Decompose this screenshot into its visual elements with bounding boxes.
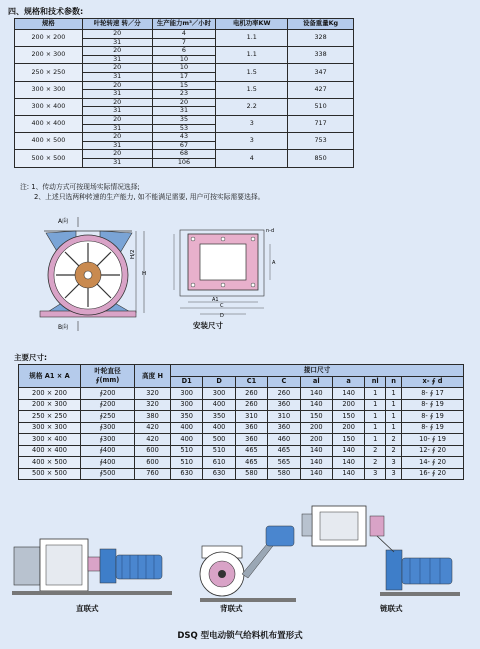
dims-subheader-cell: D1 — [171, 376, 203, 388]
dims-cell: 140 — [300, 468, 332, 480]
dims-row — [19, 411, 464, 423]
dims-cell: ∮200 — [81, 388, 135, 400]
dims-subheader-cell: al — [300, 376, 332, 388]
note-1: 注: 1、传动方式可按现场实际情况选择; — [20, 183, 140, 191]
spec-size-cell: 300 × 300 — [15, 81, 83, 98]
dims-cell: 420 — [135, 434, 171, 446]
dims-spec-cell: 200 × 200 — [19, 388, 81, 400]
spec-header-speed: 叶轮转速 转／分 — [82, 19, 152, 30]
spec-speed-cell: 31 — [82, 90, 152, 99]
caption-back: 背联式 — [220, 604, 243, 613]
dims-cell: 140 — [300, 457, 332, 469]
caption-chain: 链联式 — [380, 604, 403, 613]
dims-row — [19, 434, 464, 446]
dims-cell: 420 — [135, 422, 171, 434]
dims-cell: 630 — [171, 468, 203, 480]
dims-cell: ∮500 — [81, 468, 135, 480]
dims-cell: ∮300 — [81, 422, 135, 434]
spec-weight-cell: 328 — [288, 30, 354, 47]
dims-cell: 2 — [365, 445, 386, 457]
dims-row — [19, 468, 464, 480]
dims-spec-cell: 250 × 250 — [19, 411, 81, 423]
spec-capacity-cell: 31 — [152, 107, 216, 116]
dims-cell: 630 — [203, 468, 235, 480]
dims-section-title: 主要尺寸: — [14, 353, 47, 362]
dim-d-label: D — [220, 313, 224, 318]
dims-cell: 510 — [171, 445, 203, 457]
spec-weight-cell: 338 — [288, 47, 354, 64]
dim-a1-label: A1 — [212, 297, 219, 303]
dims-cell: 200 — [300, 422, 332, 434]
dims-cell: 140 — [300, 399, 332, 411]
spec-size-cell: 200 × 200 — [15, 30, 83, 47]
spec-speed-cell: 20 — [82, 98, 152, 107]
dims-cell: 360 — [235, 434, 267, 446]
dims-cell: ∮400 — [81, 445, 135, 457]
dims-cell: 14- ∮ 20 — [402, 457, 464, 469]
dims-cell: 465 — [235, 445, 267, 457]
spec-weight-cell: 427 — [288, 81, 354, 98]
dims-cell: 350 — [171, 411, 203, 423]
install-dimension-drawing — [170, 222, 290, 318]
dims-subheader-cell: n — [386, 376, 402, 388]
dims-cell: 200 — [300, 434, 332, 446]
dims-cell: 510 — [203, 445, 235, 457]
dims-row — [19, 388, 464, 400]
spec-capacity-cell: 35 — [152, 115, 216, 124]
dims-cell: 600 — [135, 445, 171, 457]
dims-cell: ∮250 — [81, 411, 135, 423]
dims-cell: 300 — [203, 388, 235, 400]
spec-capacity-cell: 20 — [152, 98, 216, 107]
spec-capacity-cell: 7 — [152, 38, 216, 47]
dims-cell: 200 — [332, 399, 364, 411]
dims-cell: 260 — [268, 388, 300, 400]
dim-a-label: A — [272, 260, 276, 266]
dims-subheader-cell: a — [332, 376, 364, 388]
spec-size-cell: 500 × 500 — [15, 150, 83, 167]
spec-speed-cell: 20 — [82, 133, 152, 142]
note-2: 2、上述只选两种转速的生产能力, 如不能满足需要, 用户可按实际需要选择。 — [34, 193, 265, 201]
spec-size-cell: 300 × 400 — [15, 98, 83, 115]
spec-header-size: 规格 — [15, 19, 83, 30]
spec-row — [15, 47, 354, 56]
spec-speed-cell: 31 — [82, 38, 152, 47]
dims-subheader-cell: nl — [365, 376, 386, 388]
dims-spec-cell: 500 × 500 — [19, 468, 81, 480]
dims-cell: 150 — [300, 411, 332, 423]
dims-subheader-cell: C — [268, 376, 300, 388]
dims-cell: 1 — [365, 388, 386, 400]
dims-cell: 140 — [300, 445, 332, 457]
spec-row — [15, 30, 354, 39]
spec-capacity-cell: 68 — [152, 150, 216, 159]
dims-spec-cell: 400 × 400 — [19, 445, 81, 457]
dims-cell: 8- ∮ 17 — [402, 388, 464, 400]
spec-speed-cell: 20 — [82, 64, 152, 73]
dims-cell: 1 — [365, 434, 386, 446]
dims-cell: 500 — [203, 434, 235, 446]
dims-header-height: 高度 H — [135, 365, 171, 388]
dims-cell: 580 — [235, 468, 267, 480]
dims-cell: 360 — [268, 422, 300, 434]
dims-cell: 320 — [135, 388, 171, 400]
dims-cell: 400 — [171, 434, 203, 446]
dims-cell: ∮400 — [81, 457, 135, 469]
dims-cell: 510 — [171, 457, 203, 469]
dims-cell: 3 — [386, 457, 402, 469]
dims-cell: 10- ∮ 19 — [402, 434, 464, 446]
h-half-label: H/2 — [130, 249, 136, 259]
dims-cell: 150 — [332, 411, 364, 423]
spec-capacity-cell: 67 — [152, 141, 216, 150]
dims-cell: 140 — [332, 388, 364, 400]
dims-header-dia-unit: ∮(mm) — [95, 376, 120, 384]
dims-cell: 260 — [235, 399, 267, 411]
dims-cell: ∮300 — [81, 434, 135, 446]
dims-cell: 400 — [203, 422, 235, 434]
dims-cell: 140 — [300, 388, 332, 400]
spec-speed-cell: 31 — [82, 124, 152, 133]
spec-power-cell: 1.1 — [216, 47, 288, 64]
dims-cell: 8- ∮ 19 — [402, 411, 464, 423]
spec-header-power: 电机功率KW — [216, 19, 288, 30]
dims-cell: 16- ∮ 20 — [402, 468, 464, 480]
spec-header-weight: 设备重量Kg — [288, 19, 354, 30]
dims-cell: 465 — [268, 445, 300, 457]
dim-nd-label: n-d — [266, 228, 275, 234]
dims-cell: 12- ∮ 20 — [402, 445, 464, 457]
dims-table — [18, 364, 464, 480]
dims-cell: 1 — [365, 411, 386, 423]
dims-cell: 200 — [332, 422, 364, 434]
dims-row — [19, 399, 464, 411]
notes — [20, 182, 264, 202]
spec-speed-cell: 20 — [82, 81, 152, 90]
dims-cell: 140 — [332, 445, 364, 457]
spec-capacity-cell: 53 — [152, 124, 216, 133]
dims-cell: 260 — [235, 388, 267, 400]
dims-header-dia — [81, 365, 135, 388]
dims-spec-cell: 200 × 300 — [19, 399, 81, 411]
dims-cell: 310 — [235, 411, 267, 423]
spec-speed-cell: 20 — [82, 115, 152, 124]
spec-speed-cell: 20 — [82, 30, 152, 39]
spec-power-cell: 2.2 — [216, 98, 288, 115]
spec-power-cell: 1.5 — [216, 64, 288, 81]
spec-power-cell: 1.1 — [216, 30, 288, 47]
dims-cell: 400 — [203, 399, 235, 411]
dims-cell: 465 — [235, 457, 267, 469]
dims-cell: 8- ∮ 19 — [402, 422, 464, 434]
spec-size-cell: 250 × 250 — [15, 64, 83, 81]
dims-cell: 580 — [268, 468, 300, 480]
dims-cell: 460 — [268, 434, 300, 446]
view-a-label: A向 — [58, 218, 69, 225]
h-label: H — [142, 271, 147, 277]
dims-spec-cell: 300 × 400 — [19, 434, 81, 446]
dims-cell: 400 — [171, 422, 203, 434]
direct-layout-drawing — [10, 525, 175, 607]
spec-size-cell: 200 × 300 — [15, 47, 83, 64]
view-b-label: B向 — [58, 324, 69, 331]
dims-cell: 565 — [268, 457, 300, 469]
dims-cell: 3 — [386, 468, 402, 480]
dims-cell: 360 — [268, 399, 300, 411]
dims-cell: 8- ∮ 19 — [402, 399, 464, 411]
feeder-section-drawing — [28, 215, 154, 333]
dims-subheader-cell: D — [203, 376, 235, 388]
spec-capacity-cell: 6 — [152, 47, 216, 56]
install-caption: 安装尺寸 — [193, 321, 223, 330]
spec-capacity-cell: 106 — [152, 158, 216, 167]
spec-capacity-cell: 4 — [152, 30, 216, 39]
dims-cell: 2 — [386, 434, 402, 446]
spec-power-cell: 3 — [216, 133, 288, 150]
dims-cell: 1 — [386, 399, 402, 411]
layouts-title: DSQ 型电动锁气给料机布置形式 — [177, 631, 303, 641]
spec-speed-cell: 31 — [82, 55, 152, 64]
spec-capacity-cell: 23 — [152, 90, 216, 99]
dims-cell: 300 — [171, 399, 203, 411]
spec-capacity-cell: 43 — [152, 133, 216, 142]
dims-cell: 3 — [365, 468, 386, 480]
spec-table-body — [15, 30, 354, 168]
spec-capacity-cell: 10 — [152, 55, 216, 64]
spec-weight-cell: 850 — [288, 150, 354, 167]
spec-capacity-cell: 10 — [152, 64, 216, 73]
back-layout-drawing — [180, 520, 300, 610]
spec-power-cell: 3 — [216, 115, 288, 132]
spec-capacity-cell: 15 — [152, 81, 216, 90]
spec-table — [14, 18, 354, 168]
dims-cell: 360 — [235, 422, 267, 434]
spec-weight-cell: 717 — [288, 115, 354, 132]
spec-speed-cell: 20 — [82, 150, 152, 159]
dims-header-port: 接口尺寸 — [171, 365, 464, 377]
spec-power-cell: 1.5 — [216, 81, 288, 98]
dims-cell: 1 — [365, 422, 386, 434]
dims-cell: 1 — [386, 422, 402, 434]
spec-size-cell: 400 × 400 — [15, 115, 83, 132]
spec-section-title: 四、规格和技术参数: — [8, 7, 84, 16]
chain-layout-drawing — [298, 500, 468, 610]
dims-row — [19, 422, 464, 434]
spec-header-capacity: 生产能力m³／小时 — [152, 19, 216, 30]
dims-subheader-cell: C1 — [235, 376, 267, 388]
dims-subheader-cell: x- ∮ d — [402, 376, 464, 388]
dim-c-label: C — [220, 303, 224, 309]
dims-cell: 2 — [386, 445, 402, 457]
spec-row — [15, 133, 354, 142]
spec-size-cell: 400 × 500 — [15, 133, 83, 150]
dims-header-dia-text: 叶轮直径 — [94, 367, 121, 376]
spec-power-cell: 4 — [216, 150, 288, 167]
spec-speed-cell: 31 — [82, 107, 152, 116]
dims-cell: 350 — [203, 411, 235, 423]
dims-cell: ∮200 — [81, 399, 135, 411]
dims-cell: 610 — [203, 457, 235, 469]
dims-cell: 310 — [268, 411, 300, 423]
spec-speed-cell: 31 — [82, 141, 152, 150]
spec-weight-cell: 753 — [288, 133, 354, 150]
spec-speed-cell: 20 — [82, 47, 152, 56]
dims-cell: 600 — [135, 457, 171, 469]
dims-spec-cell: 300 × 300 — [19, 422, 81, 434]
spec-weight-cell: 510 — [288, 98, 354, 115]
dims-cell: 320 — [135, 399, 171, 411]
dims-cell: 380 — [135, 411, 171, 423]
dims-row — [19, 445, 464, 457]
dims-row — [19, 457, 464, 469]
dims-cell: 140 — [332, 468, 364, 480]
spec-weight-cell: 347 — [288, 64, 354, 81]
dims-cell: 2 — [365, 457, 386, 469]
dims-cell: 140 — [332, 457, 364, 469]
spec-speed-cell: 31 — [82, 72, 152, 81]
dims-table-body — [19, 388, 464, 480]
dims-cell: 300 — [171, 388, 203, 400]
dims-cell: 150 — [332, 434, 364, 446]
spec-row — [15, 115, 354, 124]
dims-cell: 1 — [386, 388, 402, 400]
dims-cell: 760 — [135, 468, 171, 480]
dims-header-spec: 规格 A1 × A — [19, 365, 81, 388]
dims-spec-cell: 400 × 500 — [19, 457, 81, 469]
spec-speed-cell: 31 — [82, 158, 152, 167]
spec-capacity-cell: 17 — [152, 72, 216, 81]
dims-cell: 1 — [365, 399, 386, 411]
caption-direct: 直联式 — [76, 604, 99, 613]
dims-cell: 1 — [386, 411, 402, 423]
